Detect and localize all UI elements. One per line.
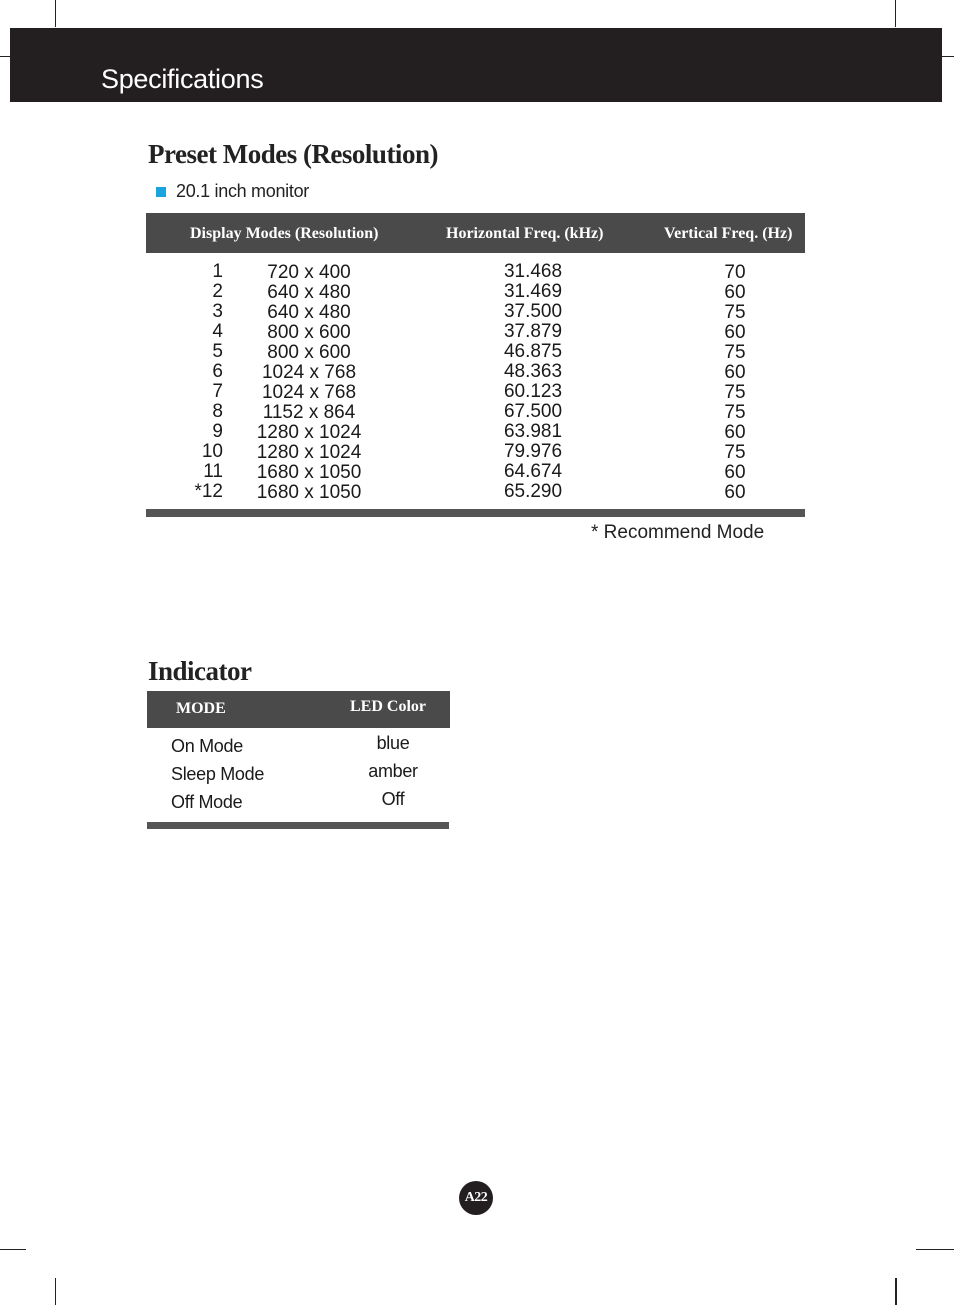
table-cell: 63.981 (503, 421, 563, 442)
crop-mark (916, 1249, 954, 1250)
table-cell: 11 (203, 461, 223, 482)
table-cell: 31.469 (503, 281, 563, 302)
table-cell: Sleep Mode (171, 764, 265, 784)
table-cell: 1680 x 1050 (256, 462, 362, 483)
crop-mark (942, 56, 954, 57)
table-cell: 9 (212, 421, 223, 442)
indicator-title: Indicator (148, 656, 252, 686)
square-bullet-icon (156, 187, 166, 197)
table-cell: 10 (201, 441, 223, 462)
table-cell: Off (381, 789, 405, 809)
recommend-mode-note: * Recommend Mode (591, 522, 765, 543)
table-cell: 37.879 (503, 321, 563, 342)
preset-modes-title: Preset Modes (Resolution) (148, 139, 438, 169)
table-cell: 1152 x 864 (262, 402, 356, 423)
table-cell: 70 (724, 262, 746, 283)
table-cell: 640 x 480 (267, 282, 351, 303)
table-cell: 800 x 600 (267, 342, 351, 363)
table-cell: 8 (212, 401, 223, 422)
indicator-color-column (343, 729, 443, 813)
table-cell: *12 (194, 481, 223, 502)
col-header-horizontal-freq: Horizontal Freq. (kHz) (446, 225, 604, 242)
col-header-led-color: LED Color (350, 698, 426, 715)
col-header-mode: MODE (176, 700, 226, 717)
table-cell: 4 (212, 321, 223, 342)
table-cell: 67.500 (503, 401, 563, 422)
monitor-size-label: 20.1 inch monitor (176, 181, 309, 201)
crop-mark (0, 1249, 26, 1250)
col-header-vertical-freq: Vertical Freq. (Hz) (664, 225, 793, 242)
table-cell: 60 (724, 422, 746, 443)
mode-number-column (170, 262, 223, 502)
crop-mark (55, 0, 56, 27)
table-cell: 720 x 400 (267, 262, 351, 283)
table-cell: 1280 x 1024 (256, 422, 362, 443)
indicator-mode-column (171, 732, 264, 816)
crop-mark (0, 56, 10, 57)
table-cell: 37.500 (503, 301, 563, 322)
table-cell: 65.290 (503, 481, 563, 502)
table-cell: 31.468 (503, 261, 563, 282)
table-cell: 3 (212, 301, 223, 322)
table-cell: 1024 x 768 (261, 382, 357, 403)
table-cell: Off Mode (171, 792, 243, 812)
table-cell: 60 (724, 282, 746, 303)
table-cell: 6 (212, 361, 223, 382)
col-header-display-modes: Display Modes (Resolution) (190, 225, 379, 242)
preset-table-bottom-rule (146, 509, 805, 517)
table-cell: 48.363 (503, 361, 563, 382)
crop-mark (895, 0, 896, 27)
table-cell: 7 (212, 381, 223, 402)
table-cell: amber (368, 761, 418, 781)
table-cell: 640 x 480 (267, 302, 351, 323)
table-cell: 75 (724, 402, 746, 423)
table-cell: 75 (724, 442, 746, 463)
page-number-badge: A22 (459, 1181, 493, 1215)
table-cell: 60 (724, 322, 746, 343)
table-cell: 75 (724, 382, 746, 403)
table-cell: On Mode (171, 736, 243, 756)
table-cell: 60.123 (503, 381, 563, 402)
table-cell: 75 (724, 302, 746, 323)
table-cell: 64.674 (503, 461, 563, 482)
indicator-table-header (147, 691, 450, 728)
crop-mark (55, 1278, 56, 1305)
table-cell: 1024 x 768 (261, 362, 357, 383)
table-cell: 1 (212, 261, 223, 282)
table-cell: 5 (212, 341, 223, 362)
vertical-freq-column (705, 263, 765, 503)
horizontal-freq-column (483, 262, 583, 502)
table-cell: 46.875 (503, 341, 563, 362)
page-header-title: Specifications (101, 64, 264, 94)
table-cell: 1680 x 1050 (256, 482, 362, 503)
table-cell: 800 x 600 (267, 322, 351, 343)
table-cell: 1280 x 1024 (256, 442, 362, 463)
table-cell: blue (376, 733, 410, 753)
table-cell: 60 (724, 362, 746, 383)
crop-mark (895, 1278, 897, 1305)
table-cell: 75 (724, 342, 746, 363)
indicator-table-bottom-rule (147, 822, 449, 829)
preset-table-header (146, 213, 805, 253)
table-cell: 60 (724, 462, 746, 483)
table-cell: 79.976 (503, 441, 563, 462)
resolution-column (244, 263, 374, 503)
table-cell: 60 (724, 482, 746, 503)
table-cell: 2 (212, 281, 223, 302)
